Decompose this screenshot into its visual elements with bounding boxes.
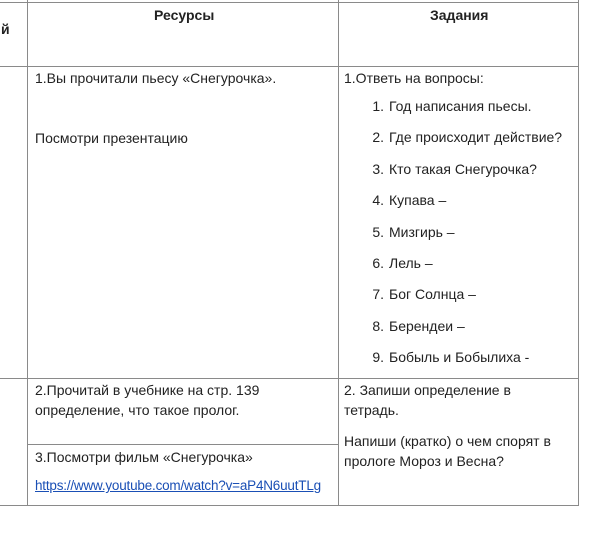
list-item [344, 159, 562, 190]
list-item-text: Берендеи – [389, 317, 465, 334]
left-column-header-fragment: й [1, 21, 10, 37]
table-border-bottom [0, 505, 579, 506]
list-item-number: 5. [372, 223, 384, 240]
resource-read-play: 1.Вы прочитали пьесу «Снегурочка». [35, 70, 277, 86]
resources-header: Ресурсы [154, 7, 215, 23]
film-link[interactable]: https://www.youtube.com/watch?v=aP4N6uutTLg [35, 478, 321, 493]
table-border-header-bottom [0, 66, 579, 67]
list-item [344, 96, 562, 127]
list-item-text: Мизгирь – [389, 223, 455, 240]
table-border-left-column [27, 0, 28, 506]
list-item-number: 8. [372, 317, 384, 334]
list-item-text: Где происходит действие? [389, 129, 563, 146]
list-item-text: Бобыль и Бобылиха - [389, 349, 530, 366]
list-item-number: 9. [372, 349, 384, 366]
table-border-resource-split [27, 444, 339, 445]
list-item [344, 284, 562, 315]
list-item-text: Год написания пьесы. [389, 98, 532, 114]
table-border-middle [338, 0, 339, 506]
list-item-text: Купава – [389, 192, 447, 209]
table-border-top [0, 2, 579, 3]
list-item [344, 253, 562, 284]
task-write-definition-line2: тетрадь. [344, 402, 399, 418]
resource-read-textbook-line2: определение, что такое пролог. [35, 402, 240, 418]
list-item-number: 3. [372, 160, 384, 177]
resource-watch-film: 3.Посмотри фильм «Снегурочка» [35, 449, 253, 465]
list-item-text: Лель – [389, 254, 433, 271]
resource-read-textbook-line1: 2.Прочитай в учебнике на стр. 139 [35, 382, 260, 398]
task-write-definition-line1: 2. Запиши определение в [344, 382, 511, 398]
resource-watch-presentation: Посмотри презентацию [35, 130, 188, 146]
list-item-number: 7. [372, 286, 384, 303]
tasks-header: Задания [430, 7, 489, 23]
list-item-text: Бог Солнца – [389, 286, 476, 303]
list-item [344, 347, 562, 378]
list-item-number: 1. [372, 98, 384, 114]
list-item-text: Кто такая Снегурочка? [389, 160, 537, 177]
table-border-right [578, 0, 579, 506]
task-prologue-dispute-line2: прологе Мороз и Весна? [344, 453, 504, 469]
list-item [344, 190, 562, 221]
questions-list [344, 96, 562, 379]
list-item [344, 316, 562, 347]
list-item-number: 4. [372, 192, 384, 209]
list-item [344, 222, 562, 253]
list-item [344, 127, 562, 158]
list-item-number: 6. [372, 254, 384, 271]
task-prologue-dispute-line1: Напиши (кратко) о чем спорят в [344, 433, 551, 449]
task-answer-questions-title: 1.Ответь на вопросы: [344, 70, 484, 86]
list-item-number: 2. [372, 129, 384, 146]
